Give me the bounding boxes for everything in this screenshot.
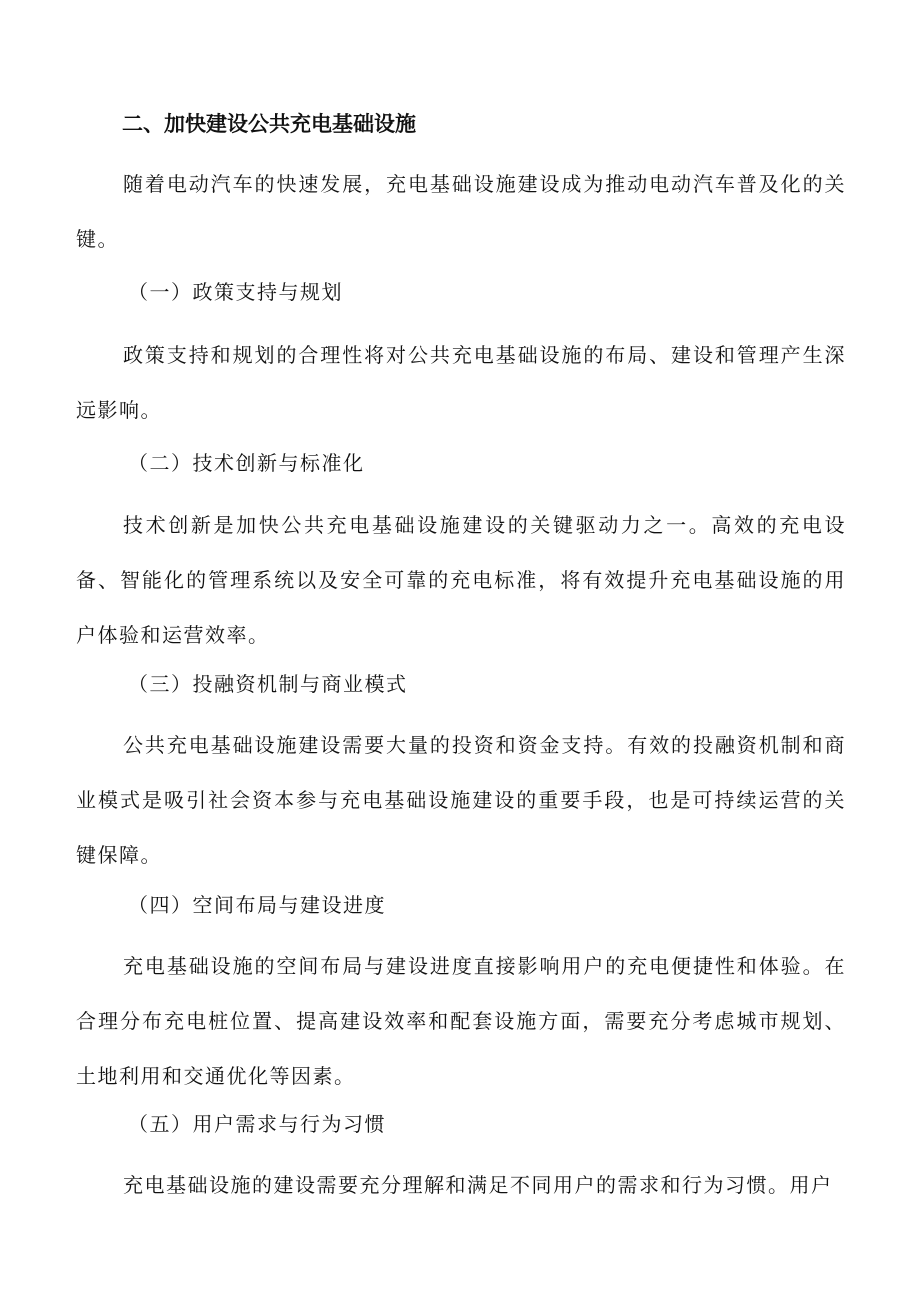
subsection-title-1: （一）政策支持与规划 <box>128 280 343 304</box>
subsection-title-5: （五）用户需求与行为习惯 <box>128 1112 386 1136</box>
subsection-body-2: 技术创新是加快公共充电基础设施建设的关键驱动力之一。高效的充电设备、智能化的管理系统以及安全可靠的充电标准，将有效提升充电基础设施的用户体验和运营效率。 <box>76 513 846 647</box>
subsection-title-2: （二）技术创新与标准化 <box>128 451 365 475</box>
subsection-title-4: （四）空间布局与建设进度 <box>128 893 386 917</box>
subsection-title-3: （三）投融资机制与商业模式 <box>128 672 408 696</box>
intro-paragraph: 随着电动汽车的快速发展，充电基础设施建设成为推动电动汽车普及化的关键。 <box>76 172 846 251</box>
section-heading: 二、加快建设公共充电基础设施 <box>122 112 416 136</box>
subsection-body-1: 政策支持和规划的合理性将对公共充电基础设施的布局、建设和管理产生深远影响。 <box>76 343 846 422</box>
subsection-body-5: 充电基础设施的建设需要充分理解和满足不同用户的需求和行为习惯。用户 <box>123 1173 833 1197</box>
subsection-body-3: 公共充电基础设施建设需要大量的投资和资金支持。有效的投融资机制和商业模式是吸引社会资本参与充电基础设施建设的重要手段，也是可持续运营的关键保障。 <box>76 733 846 867</box>
subsection-body-4: 充电基础设施的空间布局与建设进度直接影响用户的充电便捷性和体验。在合理分布充电桩位置、提高建设效率和配套设施方面，需要充分考虑城市规划、土地利用和交通优化等因素。 <box>76 954 846 1088</box>
